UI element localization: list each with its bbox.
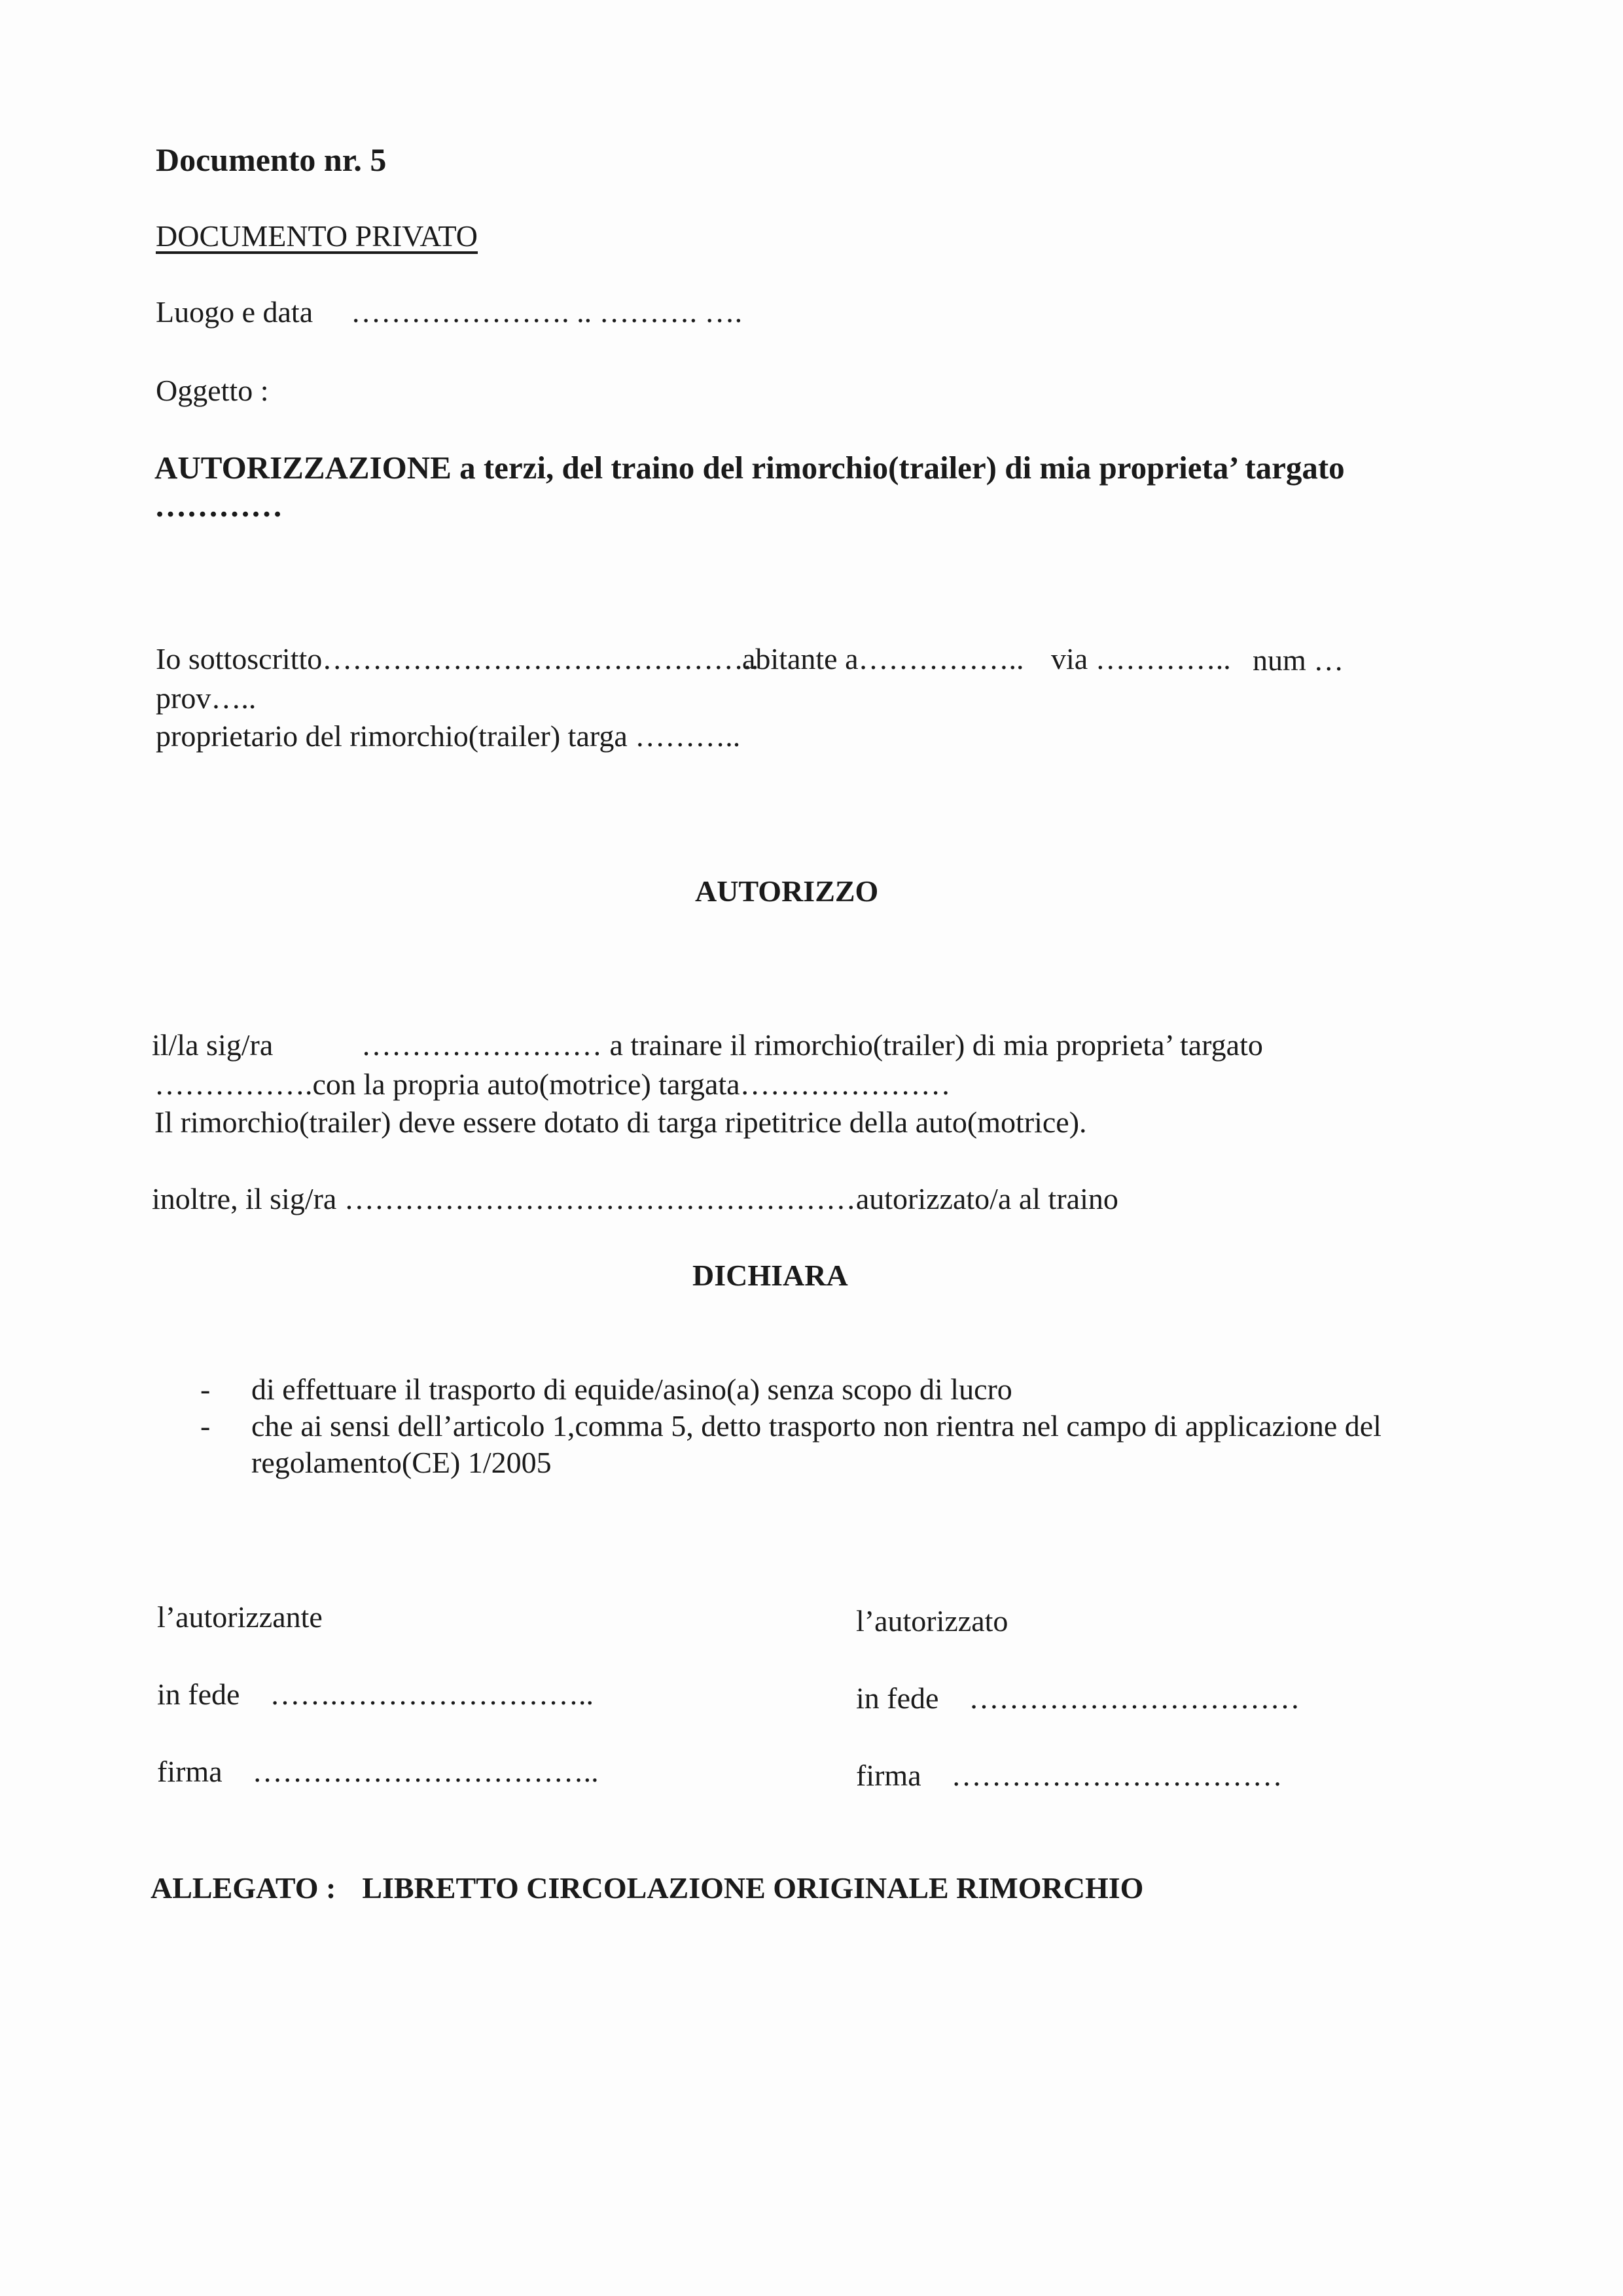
authorized-person-line — [152, 1028, 1263, 1062]
signer-street-blank: via ………….. — [1051, 642, 1231, 675]
authorizer-faith-label: in fede — [157, 1677, 240, 1711]
attachment-label: ALLEGATO : — [151, 1871, 336, 1905]
subject-label: Oggetto : — [156, 374, 269, 407]
vehicle-plate-line: …………….con la propria auto(motrice) targata………………… — [154, 1067, 951, 1101]
attachment-text: LIBRETTO CIRCOLAZIONE ORIGINALE RIMORCHIO — [362, 1871, 1144, 1905]
owner-plate-line: proprietario del rimorchio(trailer) targa ……….. — [156, 719, 741, 753]
declaration-item: - che ai sensi dell’articolo 1,comma 5, detto trasporto non rientra nel campo di applicazione del regolamento(CE) 1/2005 — [196, 1408, 1403, 1481]
authorizer-sign-label: firma — [157, 1755, 223, 1788]
place-date-blank: …………………. .. ………. …. — [351, 295, 743, 329]
signer-line — [156, 640, 1344, 678]
authorized-person-text: …………………… a trainare il rimorchio(trailer) di mia proprieta’ targato — [361, 1028, 1263, 1062]
authorizer-faith-line — [157, 1677, 594, 1712]
authorizer-sign-line — [157, 1754, 599, 1789]
document-type: DOCUMENTO PRIVATO — [156, 219, 478, 253]
authorizer-label: l’autorizzante — [157, 1600, 323, 1634]
signer-number-blank: num … — [1253, 643, 1344, 677]
declarations-list — [196, 1371, 1403, 1481]
authorized-sign-blank: …………………………… — [951, 1759, 1283, 1792]
also-authorized-line: inoltre, il sig/ra ……………………………………………autorizzato/a al traino — [152, 1182, 1118, 1215]
authorize-heading: AUTORIZZO — [695, 874, 879, 908]
authorized-sign-label: firma — [856, 1759, 921, 1792]
document-number: Documento nr. 5 — [156, 141, 387, 178]
authorized-label: l’autorizzato — [856, 1604, 1008, 1638]
place-date-label: Luogo e data — [156, 295, 313, 329]
attachment-line — [151, 1871, 1143, 1905]
subject-text: AUTORIZZAZIONE a terzi, del traino del rimorchio(trailer) di mia proprieta’ targato ………… — [154, 450, 1345, 524]
signer-province-blank: prov….. — [156, 681, 257, 715]
repeater-plate-note: Il rimorchio(trailer) deve essere dotato di targa ripetitrice della auto(motrice). — [154, 1105, 1087, 1139]
authorized-faith-line — [856, 1681, 1300, 1715]
authorized-sign-line — [856, 1758, 1283, 1793]
declare-heading: DICHIARA — [692, 1259, 848, 1292]
authorizer-faith-blank: …….…………………….. — [270, 1677, 594, 1711]
signer-residence-blank: abitante a…………….. — [742, 642, 1024, 675]
authorized-person-prefix: il/la sig/ra — [152, 1028, 274, 1062]
authorized-faith-blank: …………………………… — [969, 1681, 1300, 1715]
place-date-line — [156, 295, 742, 329]
authorizer-sign-blank: …………………………….. — [252, 1755, 599, 1788]
signer-name-blank: Io sottoscritto…………………………………….. — [156, 642, 759, 675]
declaration-item: - di effettuare il trasporto di equide/asino(a) senza scopo di lucro — [196, 1371, 1403, 1408]
authorized-faith-label: in fede — [856, 1681, 939, 1715]
